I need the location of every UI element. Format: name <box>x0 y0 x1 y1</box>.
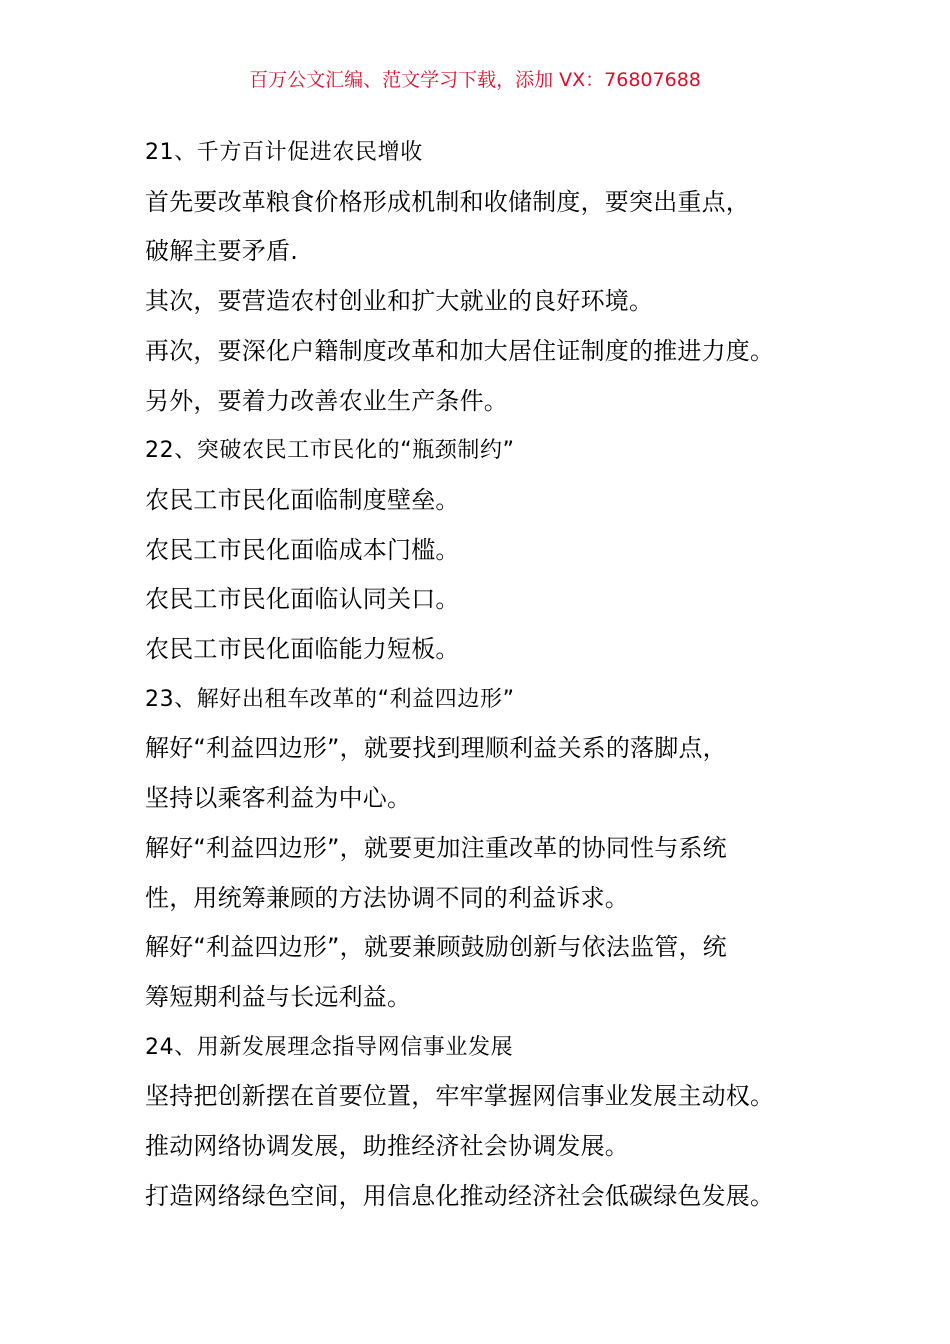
paragraph-line: 另外，要着力改善农业生产条件。 <box>145 386 508 415</box>
paragraph-line: 筹短期利益与长远利益。 <box>145 982 412 1011</box>
paragraph-line: 再次，要深化户籍制度改革和加大居住证制度的推进力度。 <box>145 336 775 365</box>
paragraph-line: 解好“利益四边形”，就要找到理顺利益关系的落脚点， <box>145 734 727 763</box>
paragraph-line: 农民工市民化面临制度壁垒。 <box>145 485 460 514</box>
paragraph-line: 农民工市民化面临认同关口。 <box>145 585 460 614</box>
paragraph-line: 破解主要矛盾. <box>145 237 299 266</box>
document-body <box>145 128 815 1221</box>
paragraph-line: 性，用统筹兼顾的方法协调不同的利益诉求。 <box>145 883 629 912</box>
paragraph-line: 解好“利益四边形”，就要更加注重改革的协同性与系统 <box>145 833 727 862</box>
paragraph-line: 首先要改革粮食价格形成机制和收储制度，要突出重点， <box>145 187 750 216</box>
section-heading-23: 23、解好出租车改革的“利益四边形” <box>145 686 515 712</box>
paragraph-line: 其次，要营造农村创业和扩大就业的良好环境。 <box>145 287 654 316</box>
section-heading-22: 22、突破农民工市民化的“瓶颈制约” <box>145 438 515 464</box>
paragraph-line: 推动网络协调发展，助推经济社会协调发展。 <box>145 1132 629 1161</box>
paragraph-line: 坚持把创新摆在首要位置，牢牢掌握网信事业发展主动权。 <box>145 1082 775 1111</box>
section-heading-24: 24、用新发展理念指导网信事业发展 <box>145 1034 514 1060</box>
section-heading-21: 21、千方百计促进农民增收 <box>145 140 423 165</box>
paragraph-line: 打造网络绿色空间，用信息化推动经济社会低碳绿色发展。 <box>145 1181 775 1210</box>
paragraph-line: 农民工市民化面临成本门槛。 <box>145 535 460 564</box>
paragraph-line: 解好“利益四边形”，就要兼顾鼓励创新与依法监管，统 <box>145 933 727 962</box>
paragraph-line: 坚持以乘客利益为中心。 <box>145 784 412 813</box>
paragraph-line: 农民工市民化面临能力短板。 <box>145 635 460 664</box>
watermark-header: 百万公文汇编、范文学习下载，添加 VX：76807688 <box>249 69 701 91</box>
